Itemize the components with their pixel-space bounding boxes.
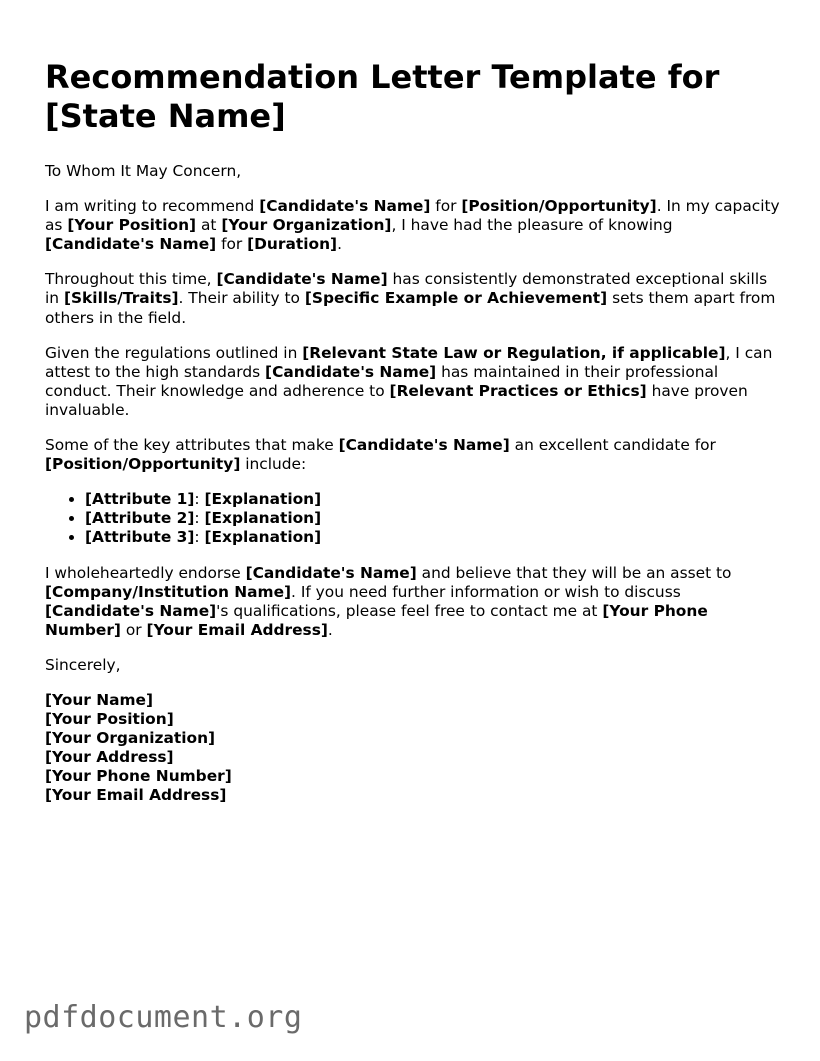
paragraph-regulations — [45, 344, 785, 420]
placeholder-position: [Position/Opportunity] — [45, 455, 241, 474]
text: . If you need further information or wish to discuss — [291, 582, 681, 601]
text: I am writing to recommend — [45, 197, 260, 216]
placeholder-practices: [Relevant Practices or Ethics] — [389, 381, 647, 400]
signature-address: [Your Address] — [45, 748, 174, 767]
text: Throughout this time, — [45, 270, 217, 289]
attribute-explanation: [Explanation] — [204, 490, 322, 509]
signature-block — [45, 691, 785, 806]
paragraph-skills — [45, 270, 785, 327]
text: for — [216, 235, 248, 254]
placeholder-your-organization: [Your Organization] — [221, 216, 392, 235]
text: : — [194, 528, 205, 547]
text: sets them apart from others in the field. — [45, 289, 776, 327]
placeholder-company: [Company/Institution Name] — [45, 582, 292, 601]
watermark: pdfdocument.org — [24, 1000, 303, 1035]
signature-position: [Your Position] — [45, 710, 174, 729]
placeholder-your-position: [Your Position] — [67, 216, 197, 235]
text: : — [194, 509, 205, 528]
text: . — [327, 620, 333, 639]
placeholder-candidate-name: [Candidate's Name] — [216, 270, 388, 289]
paragraph-endorsement — [45, 564, 785, 640]
signature-organization: [Your Organization] — [45, 729, 216, 748]
list-item — [85, 509, 785, 528]
placeholder-candidate-name: [Candidate's Name] — [265, 362, 437, 381]
signature-email: [Your Email Address] — [45, 786, 227, 805]
text: Given the regulations outlined in — [45, 343, 303, 362]
placeholder-candidate-name: [Candidate's Name] — [45, 235, 217, 254]
list-item — [85, 490, 785, 509]
text: has consistently demonstrated exceptional skills in — [45, 270, 768, 308]
text: . Their ability to — [178, 289, 305, 308]
text: I wholeheartedly endorse — [45, 563, 246, 582]
list-item — [85, 528, 785, 547]
placeholder-phone: [Your Phone Number] — [45, 601, 708, 639]
attribute-explanation: [Explanation] — [204, 528, 322, 547]
text: or — [120, 620, 147, 639]
closing: Sincerely, — [45, 655, 121, 674]
signature-phone: [Your Phone Number] — [45, 767, 232, 786]
text: at — [196, 216, 222, 235]
attribute-name: [Attribute 3] — [85, 528, 195, 547]
paragraph-attributes-intro — [45, 436, 785, 474]
placeholder-skills: [Skills/Traits] — [63, 289, 179, 308]
letter-page — [45, 58, 785, 822]
placeholder-duration: [Duration] — [247, 235, 338, 254]
text: have proven invaluable. — [45, 381, 748, 419]
text: Some of the key attributes that make — [45, 436, 339, 455]
text: , I have had the pleasure of knowing — [391, 216, 673, 235]
paragraph-intro — [45, 197, 785, 254]
text: and believe that they will be an asset to — [416, 563, 732, 582]
placeholder-example: [Specific Example or Achievement] — [304, 289, 608, 308]
text: an excellent candidate for — [509, 436, 716, 455]
text: 's qualifications, please feel free to contact me at — [216, 601, 603, 620]
placeholder-candidate-name: [Candidate's Name] — [259, 197, 431, 216]
attribute-name: [Attribute 2] — [85, 509, 195, 528]
placeholder-state-law: [Relevant State Law or Regulation, if applicable] — [302, 343, 726, 362]
text: . — [337, 235, 342, 254]
signature-name: [Your Name] — [45, 690, 154, 709]
placeholder-position: [Position/Opportunity] — [461, 197, 657, 216]
text: for — [430, 197, 462, 216]
text: , I can attest to the high standards — [45, 343, 773, 381]
attribute-list — [45, 490, 785, 547]
attribute-explanation: [Explanation] — [204, 509, 322, 528]
attribute-name: [Attribute 1] — [85, 490, 195, 509]
text: has maintained in their professional conduct. Their knowledge and adherence to — [45, 362, 719, 400]
text: include: — [240, 455, 307, 474]
text: . In my capacity as — [45, 197, 780, 235]
placeholder-candidate-name: [Candidate's Name] — [338, 436, 510, 455]
page-title: Recommendation Letter Template for [State Name] — [45, 58, 720, 135]
placeholder-email: [Your Email Address] — [146, 620, 328, 639]
placeholder-candidate-name: [Candidate's Name] — [45, 601, 217, 620]
placeholder-candidate-name: [Candidate's Name] — [245, 563, 417, 582]
text: : — [194, 490, 205, 509]
greeting: To Whom It May Concern, — [45, 162, 242, 180]
